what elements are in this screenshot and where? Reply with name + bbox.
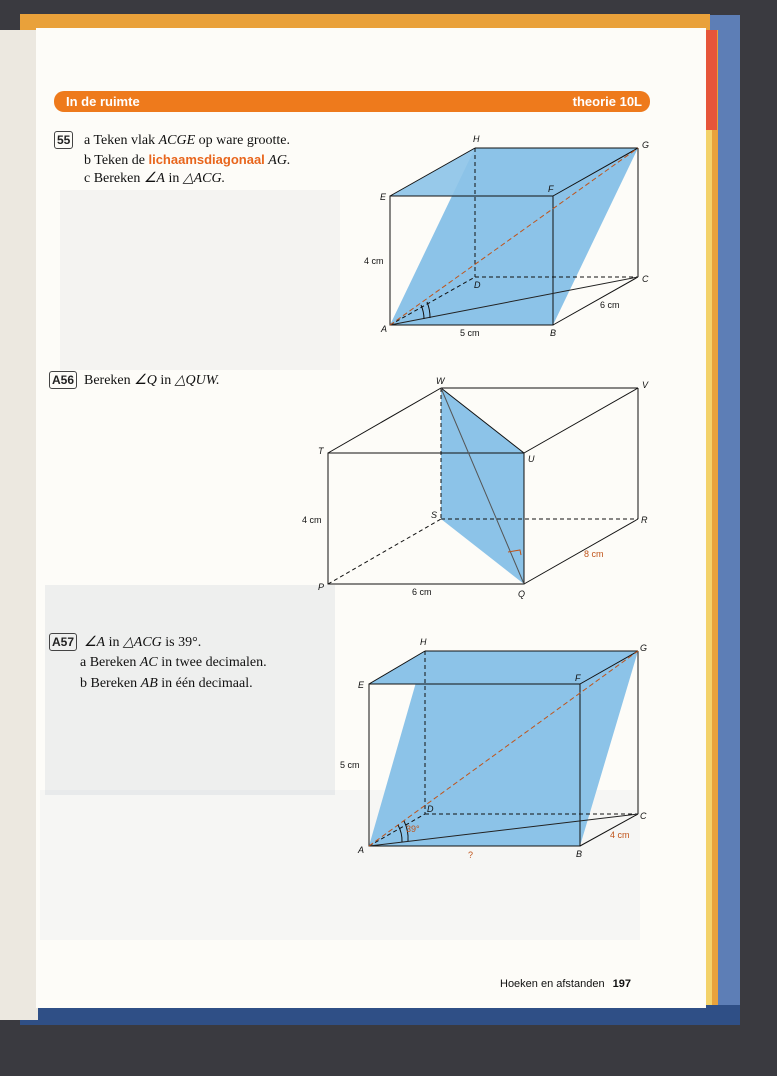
dimension-width: 5 cm bbox=[460, 328, 480, 338]
dimension-depth: 6 cm bbox=[600, 300, 620, 310]
exercise-55-c: c Bereken ∠A in △ACG. bbox=[84, 171, 226, 186]
chapter-title: Hoeken en afstanden bbox=[500, 978, 605, 990]
vertex-e-label: E bbox=[380, 192, 387, 202]
vertex-p-label: P bbox=[318, 582, 325, 592]
vertex-e-label: E bbox=[358, 680, 365, 690]
exercise-57-b: b Bereken AB in één decimaal. bbox=[80, 676, 253, 691]
vertex-u-label: U bbox=[528, 454, 535, 464]
vertex-d-label: D bbox=[427, 804, 434, 814]
dimension-height: 5 cm bbox=[340, 760, 360, 770]
vertex-d-label: D bbox=[474, 280, 481, 290]
dimension-width: 6 cm bbox=[412, 587, 432, 597]
exercise-55-a: a Teken vlak ACGE op ware grootte. bbox=[84, 133, 290, 148]
section-title: In de ruimte bbox=[66, 94, 140, 109]
page-number: 197 bbox=[612, 978, 631, 990]
vertex-t-label: T bbox=[318, 446, 324, 456]
exercise-57-number: A57 bbox=[49, 633, 77, 651]
exercise-57-a: a Bereken AC in twee decimalen. bbox=[80, 655, 267, 670]
page-footer bbox=[500, 978, 631, 990]
vertex-b-label: B bbox=[550, 328, 557, 338]
vertex-h-label: H bbox=[420, 637, 427, 647]
exercise-56-text: Bereken ∠Q in △QUW. bbox=[84, 373, 220, 388]
vertex-h-label: H bbox=[473, 134, 480, 144]
vertex-c-label: C bbox=[640, 811, 647, 821]
vertex-q-label: Q bbox=[518, 589, 526, 599]
exercise-57-intro: ∠A in △ACG is 39°. bbox=[84, 635, 202, 650]
vertex-c-label: C bbox=[642, 274, 649, 284]
figure-57-cuboid bbox=[369, 651, 638, 846]
vertex-f-label: F bbox=[548, 184, 554, 194]
exercise-56-number: A56 bbox=[49, 371, 77, 389]
exercise-55-b: b Teken de lichaamsdiagonaal AG. bbox=[84, 152, 291, 168]
dimension-depth: 4 cm bbox=[610, 830, 630, 840]
vertex-a-label: A bbox=[381, 324, 388, 334]
vertex-r-label: R bbox=[641, 515, 648, 525]
dimension-height: 4 cm bbox=[364, 256, 384, 266]
vertex-v-label: V bbox=[642, 380, 649, 390]
angle-label: 39° bbox=[406, 824, 420, 834]
figure-55-cuboid bbox=[390, 148, 638, 325]
term-highlight: lichaamsdiagonaal bbox=[148, 152, 265, 167]
dimension-width-unknown: ? bbox=[468, 850, 474, 860]
exercise-55-number: 55 bbox=[54, 131, 73, 149]
dimension-height: 4 cm bbox=[302, 515, 322, 525]
vertex-a-label: A bbox=[358, 845, 365, 855]
vertex-w-label: W bbox=[436, 376, 445, 386]
vertex-f-label: F bbox=[575, 673, 581, 683]
vertex-s-label: S bbox=[431, 510, 438, 520]
theory-label: theorie 10L bbox=[572, 94, 642, 109]
vertex-g-label: G bbox=[640, 643, 648, 653]
vertex-g-label: G bbox=[642, 140, 650, 150]
dimension-depth: 8 cm bbox=[584, 549, 604, 559]
vertex-b-label: B bbox=[576, 849, 583, 859]
